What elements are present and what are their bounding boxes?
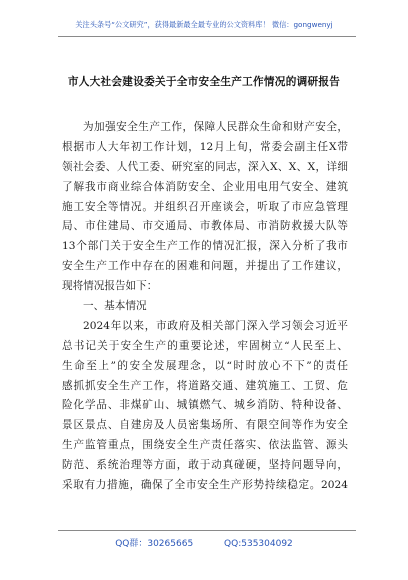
body-line: 现将情况报告如下： — [62, 280, 158, 293]
document-title: 市人大社会建设委关于全市安全生产工作情况的调研报告 — [67, 76, 341, 88]
body-line: 感抓抓安全生产工作，将道路交通、建筑施工、工贸、危 — [62, 379, 348, 392]
body-line: 总书记关于安全生产的重要论述，牢固树立“人民至上、 — [62, 339, 348, 352]
body-line: 险化学品、非煤矿山、城镇燃气、城乡消防、特种设备、 — [62, 399, 348, 412]
footer-contact — [0, 536, 408, 549]
top-divider — [58, 36, 356, 37]
footer-qq-number: QQ:535304092 — [224, 539, 293, 549]
body-line: 防范、系统治理等方面，敢于动真碰硬，坚持问题导向， — [62, 459, 348, 472]
body-line: 生产监管重点，围绕安全生产责任落实、依法监管、源头 — [62, 439, 348, 452]
body-line: 施工安全等情况。并组织召开座谈会，听取了市应急管理 — [62, 200, 348, 213]
body-line: 为加强安全生产工作，保障人民群众生命和财产安全， — [83, 121, 348, 133]
body-line: 生命至上”的安全发展理念，以“时时放心不下”的责任 — [62, 359, 348, 372]
body-line: 景区景点、自建房及人员密集场所、有限空间等作为安全 — [62, 419, 348, 432]
body-line: 局、市住建局、市交通局、市教体局、市消防救援大队等 — [62, 220, 348, 233]
body-line: 安全生产工作中存在的困难和问题，并提出了工作建议， — [62, 260, 348, 273]
body-line: 了解我市商业综合体消防安全、企业用电用气安全、建筑 — [62, 180, 348, 193]
document-body — [62, 118, 348, 496]
bottom-divider — [58, 530, 356, 531]
body-line: 采取有力措施，确保了全市安全生产形势持续稳定。2024 — [62, 479, 348, 492]
body-line: 根据市人大年初工作计划，12月上旬，常委会副主任X带 — [62, 140, 348, 153]
section-heading: 一、基本情况 — [83, 300, 147, 313]
body-line: 领社会委、人代工委、研究室的同志，深入X、X、X，详细 — [62, 160, 348, 173]
top-banner: 关注头条号“公文研究”，获得最新最全最专业的公文资料库！ 微信：gongwenyj — [75, 20, 333, 29]
body-line: 2024年以来，市政府及相关部门深入学习领会习近平 — [83, 319, 348, 332]
footer-qq-group: QQ群：30265665 — [115, 539, 194, 549]
body-line: 13个部门关于安全生产工作的情况汇报，深入分析了我市 — [62, 240, 348, 253]
